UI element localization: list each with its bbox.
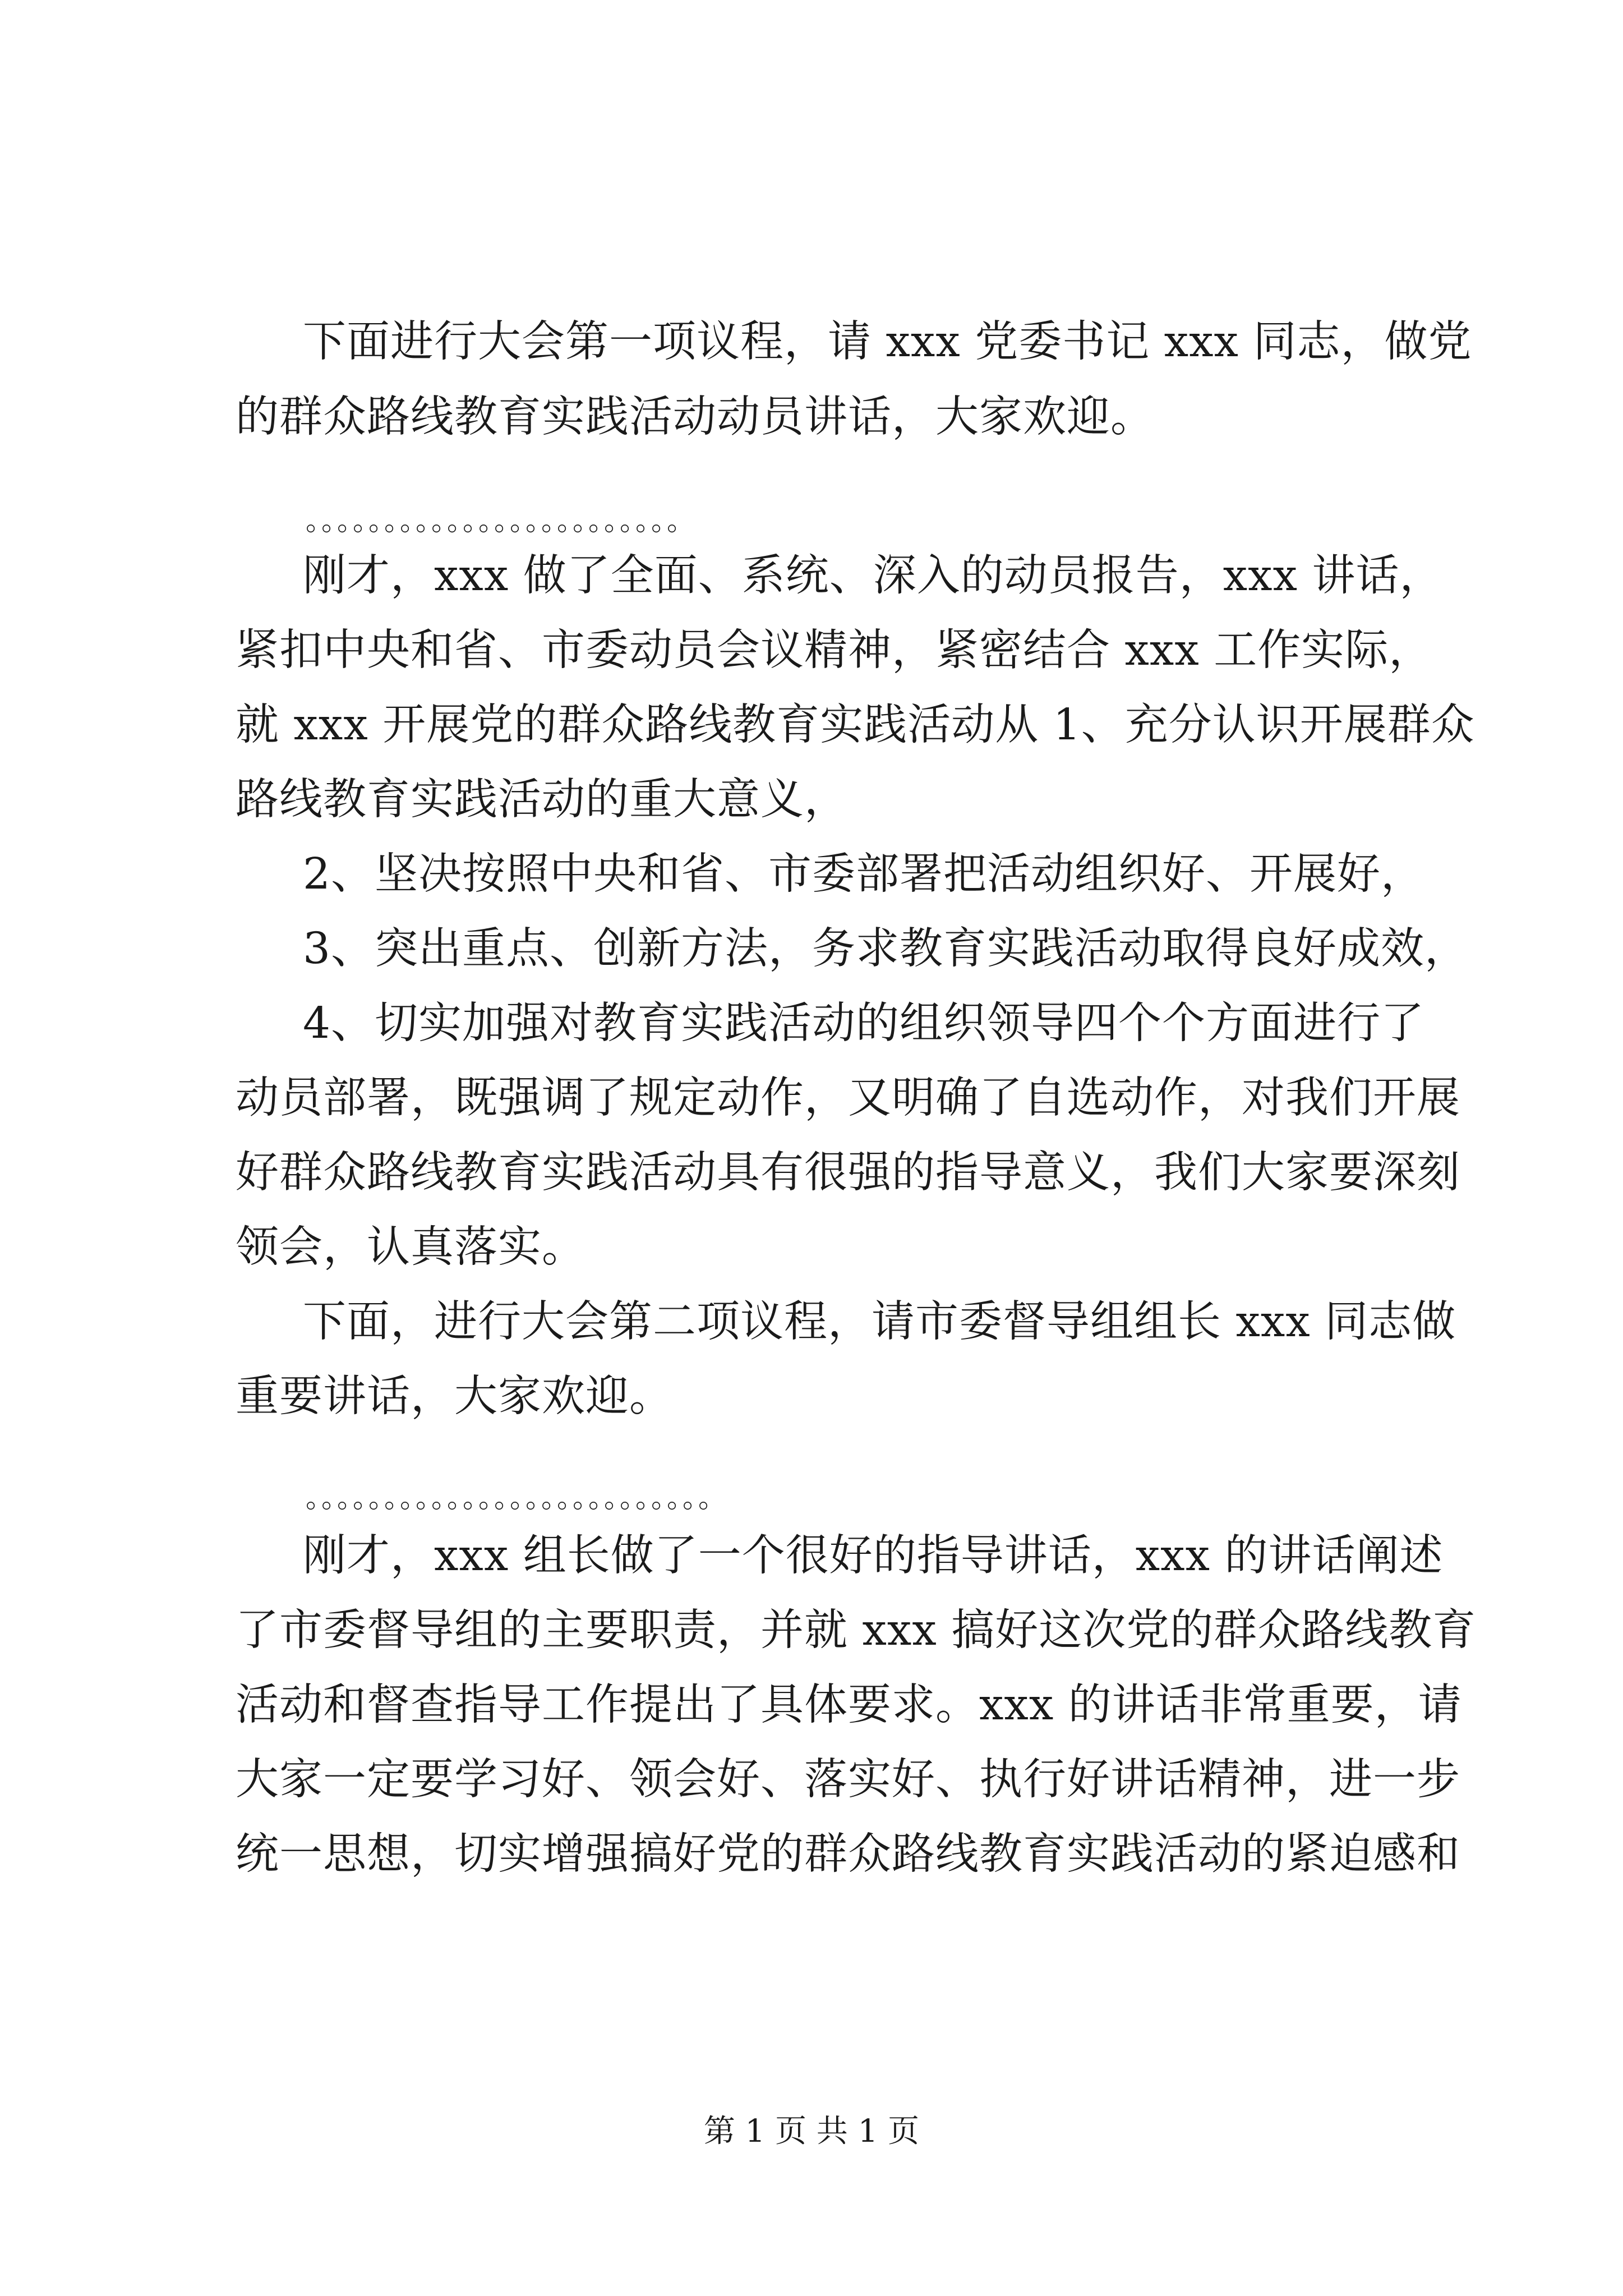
paragraph-line: 好群众路线教育实践活动具有很强的指导意义，我们大家要深刻 bbox=[236, 1148, 1460, 1198]
paragraph-line: 刚才，xxx 做了全面、系统、深入的动员报告，xxx 讲话， bbox=[303, 551, 1444, 601]
paragraph-line: 紧扣中央和省、市委动员会议精神，紧密结合 xxx 工作实际， bbox=[236, 625, 1433, 675]
page-number-footer: 第 1 页 共 1 页 bbox=[703, 2113, 920, 2150]
paragraph-line: 的群众路线教育实践活动动员讲话，大家欢迎。 bbox=[236, 392, 1154, 442]
paragraph-line: 动员部署，既强调了规定动作，又明确了自选动作，对我们开展 bbox=[236, 1073, 1460, 1123]
list-item: 3、突出重点、创新方法，务求教育实践活动取得良好成效， bbox=[303, 924, 1468, 974]
ellipsis-line: 。。。。。。。。。。。。。。。。。。。。。。。。 bbox=[306, 504, 697, 537]
list-item: 2、坚决按照中央和省、市委部署把活动组织好、开展好， bbox=[303, 849, 1424, 899]
paragraph-line: 统一思想，切实增强搞好党的群众路线教育实践活动的紧迫感和 bbox=[236, 1829, 1460, 1879]
paragraph-line: 下面，进行大会第二项议程，请市委督导组组长 xxx 同志做 bbox=[303, 1297, 1456, 1347]
paragraph-line: 下面进行大会第一项议程，请 xxx 党委书记 xxx 同志，做党 bbox=[303, 317, 1472, 367]
paragraph-line: 了市委督导组的主要职责，并就 xxx 搞好这次党的群众路线教育 bbox=[236, 1605, 1477, 1655]
paragraph-line: 就 xxx 开展党的群众路线教育实践活动从 1、充分认识开展群众 bbox=[236, 700, 1475, 750]
paragraph-line: 路线教育实践活动的重大意义， bbox=[236, 775, 848, 825]
list-item: 4、切实加强对教育实践活动的组织领导四个个方面进行了 bbox=[303, 999, 1424, 1048]
ellipsis-line: 。。。。。。。。。。。。。。。。。。。。。。。。。。 bbox=[306, 1481, 728, 1514]
paragraph-line: 活动和督查指导工作提出了具体要求。xxx 的讲话非常重要，请 bbox=[236, 1680, 1462, 1730]
paragraph-line: 大家一定要学习好、领会好、落实好、执行好讲话精神，进一步 bbox=[236, 1755, 1460, 1805]
paragraph-line: 领会，认真落实。 bbox=[236, 1222, 585, 1272]
paragraph-line: 重要讲话，大家欢迎。 bbox=[236, 1372, 673, 1421]
paragraph-line: 刚才，xxx 组长做了一个很好的指导讲话，xxx 的讲话阐述 bbox=[303, 1531, 1444, 1581]
